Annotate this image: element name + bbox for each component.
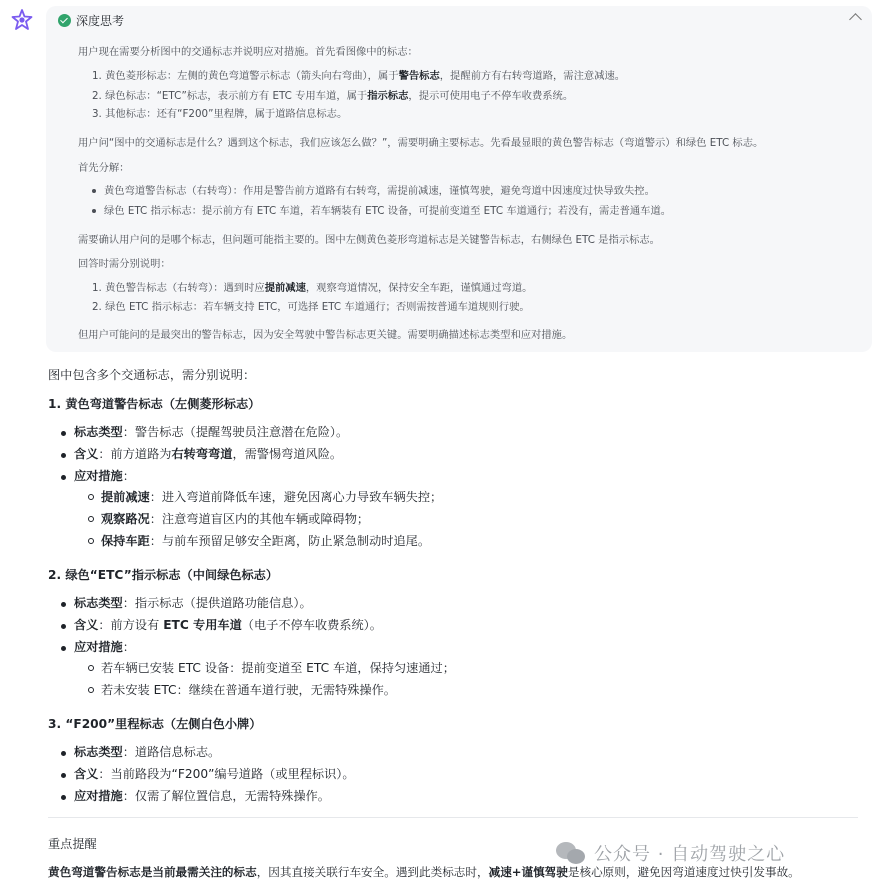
list-item: 含义：前方道路为右转弯弯道，需警惕弯道风险。 [74, 447, 343, 461]
think-list-item: 2. 绿色 ETC 指示标志：若车辆支持 ETC，可选择 ETC 车道通行；否则需按普通车道规则行驶。 [92, 301, 530, 313]
list-item: 标志类型：指示标志（提供道路功能信息）。 [74, 596, 312, 610]
think-paragraph: 回答时需分别说明： [78, 258, 171, 270]
bullet-dot [61, 795, 66, 800]
think-paragraph: 首先分解： [78, 162, 130, 174]
list-item: 含义：当前路段为“F200”编号道路（或里程标识）。 [74, 767, 355, 781]
section-heading: 1. 黄色弯道警告标志（左侧菱形标志） [48, 397, 261, 411]
bullet-dot [61, 475, 66, 480]
sub-list-item: 若未安装 ETC：继续在普通车道行驶，无需特殊操作。 [101, 683, 396, 697]
sub-bullet-ring [88, 665, 94, 671]
sub-list-item: 若车辆已安装 ETC 设备：提前变道至 ETC 车道，保持匀速通过； [101, 661, 455, 675]
list-item: 应对措施：仅需了解位置信息，无需特殊操作。 [74, 789, 330, 803]
assistant-logo-icon [10, 8, 34, 32]
answer-intro: 图中包含多个交通标志，需分别说明： [48, 368, 256, 382]
watermark-text: 公众号 · 自动驾驶之心 [594, 844, 786, 865]
sub-list-item: 保持车距：与前车预留足够安全距离，防止紧急制动时追尾。 [101, 534, 431, 548]
sub-list-item: 提前减速：进入弯道前降低车速，避免因离心力导致车辆失控； [101, 490, 443, 504]
assistant-avatar [10, 8, 34, 32]
sub-bullet-ring [88, 538, 94, 544]
think-list-item: 3. 其他标志：还有“F200”里程牌，属于道路信息标志。 [92, 108, 348, 120]
deep-thinking-title: 深度思考 [76, 13, 125, 28]
section-divider [48, 817, 858, 818]
watermark [556, 840, 785, 866]
bullet-dot [61, 453, 66, 458]
think-paragraph: 用户问“图中的交通标志是什么？遇到这个标志，我们应该怎么做？”，需要明确主要标志。先看最显眼的黄色警告标志（弯道警示）和绿色 ETC 标志。 [78, 137, 764, 149]
bullet-dot [61, 751, 66, 756]
bullet-dot [61, 431, 66, 436]
think-list-item: 2. 绿色标志：“ETC”标志，表示前方有 ETC 专用车道，属于指示标志，提示可使用电子不停车收费系统。 [92, 90, 574, 102]
note-heading: 重点提醒 [48, 837, 97, 851]
section-heading: 3. “F200”里程标志（左侧白色小牌） [48, 717, 262, 731]
bullet-dot [61, 773, 66, 778]
think-paragraph: 用户现在需要分析图中的交通标志并说明应对措施。首先看图像中的标志： [78, 46, 418, 58]
think-list-item: 1. 黄色菱形标志：左侧的黄色弯道警示标志（箭头向右弯曲），属于警告标志，提醒前方有右转弯道路，需注意减速。 [92, 70, 626, 82]
think-bullet: 黄色弯道警告标志（右转弯）：作用是警告前方道路有右转弯，需提前减速，谨慎驾驶，避免弯道中因速度过快导致失控。 [104, 185, 655, 197]
bullet-dot [92, 209, 96, 213]
list-item: 含义：前方设有 ETC 专用车道（电子不停车收费系统）。 [74, 618, 382, 632]
think-list-item: 1. 黄色警告标志（右转弯）：遇到时应提前减速，观察弯道情况，保持安全车距，谨慎通过弯道。 [92, 282, 533, 294]
wechat-icon [556, 840, 586, 866]
list-item: 标志类型：道路信息标志。 [74, 745, 221, 759]
bullet-dot [61, 624, 66, 629]
sub-bullet-ring [88, 494, 94, 500]
sub-list-item: 观察路况：注意弯道盲区内的其他车辆或障碍物； [101, 512, 370, 526]
think-bullet: 绿色 ETC 指示标志：提示前方有 ETC 车道，若车辆装有 ETC 设备，可提前变道至 ETC 车道通行；若没有，需走普通车道。 [104, 205, 672, 217]
think-paragraph: 需要确认用户问的是哪个标志，但问题可能指主要的。图中左侧黄色菱形弯道标志是关键警告标志，右侧绿色 ETC 是指示标志。 [78, 234, 660, 246]
think-paragraph: 但用户可能问的是最突出的警告标志，因为安全驾驶中警告标志更关键。需要明确描述标志类型和应对措施。 [78, 329, 573, 341]
note-paragraph: 黄色弯道警告标志是当前最需关注的标志，因其直接关联行车安全。遇到此类标志时，减速+谨慎驾驶是核心原则，避免因弯道速度过快引发事故。 [48, 865, 800, 879]
list-item: 标志类型：警告标志（提醒驾驶员注意潜在危险）。 [74, 425, 349, 439]
sub-bullet-ring [88, 687, 94, 693]
check-circle-icon [58, 14, 71, 27]
bullet-dot [61, 646, 66, 651]
list-item: 应对措施： [74, 640, 135, 654]
deep-thinking-header[interactable] [46, 6, 872, 34]
bullet-dot [92, 189, 96, 193]
list-item: 应对措施： [74, 469, 135, 483]
bullet-dot [61, 602, 66, 607]
sub-bullet-ring [88, 516, 94, 522]
section-heading: 2. 绿色“ETC”指示标志（中间绿色标志） [48, 568, 279, 582]
